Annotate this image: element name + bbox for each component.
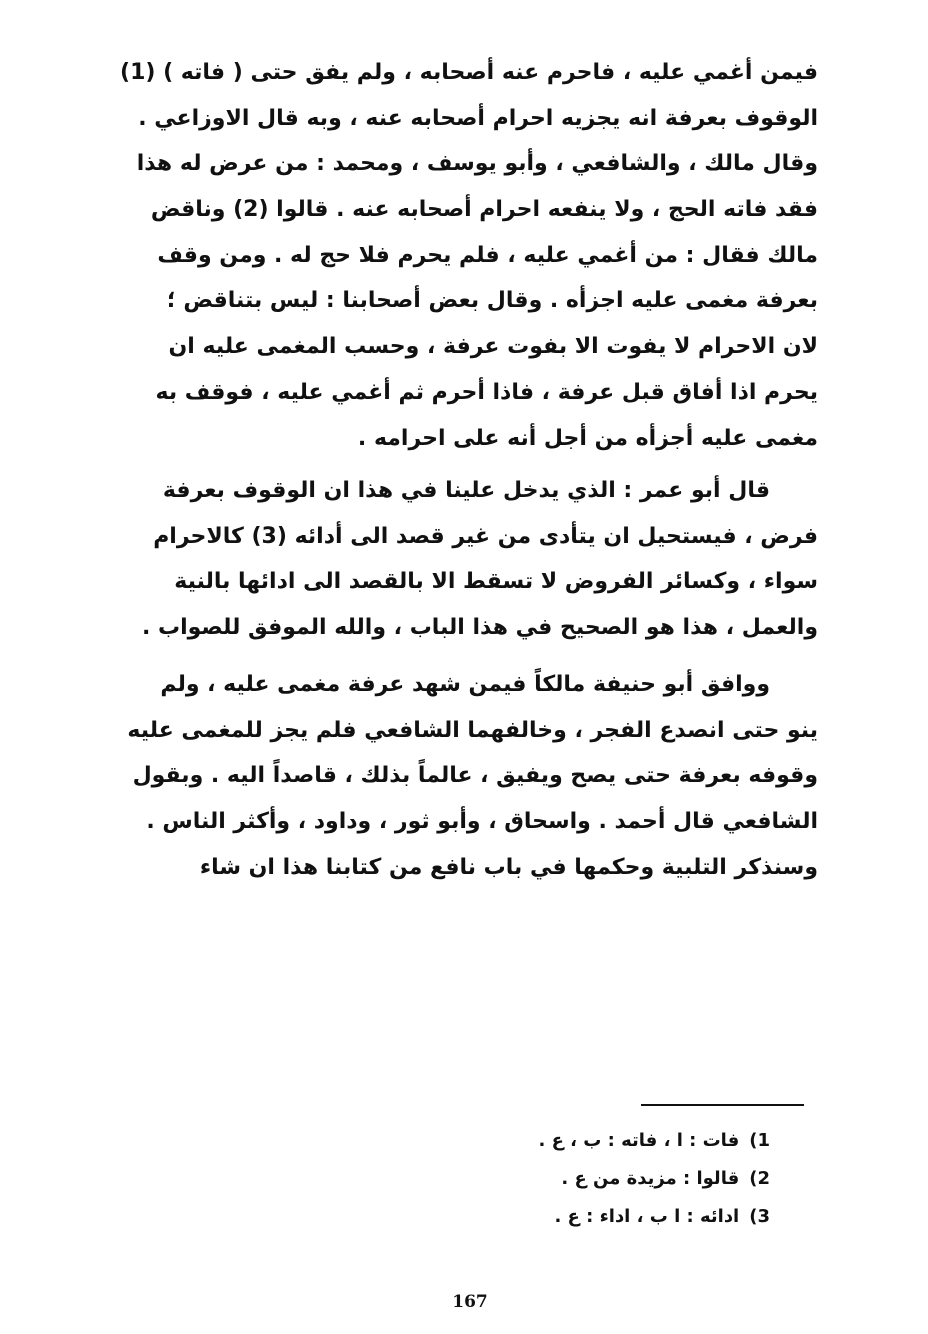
text-line: سواء ، وكسائر الفروض لا تسقط الا بالقصد الى ادائها بالنية bbox=[174, 569, 818, 595]
footnote-2 bbox=[480, 1160, 770, 1198]
footnote-text: قالوا : مزيدة من ع . bbox=[561, 1168, 740, 1189]
text-line: يحرم اذا أفاق قبل عرفة ، فاذا أحرم ثم أغمي عليه ، فوقف به bbox=[155, 379, 818, 405]
text-line: لان الاحرام لا يفوت الا بفوت عرفة ، وحسب المغمى عليه ان bbox=[168, 334, 818, 360]
text-line: مالك فقال : من أغمي عليه ، فلم يحرم فلا حج له . ومن وقف bbox=[157, 242, 818, 268]
footnote-number: 2) bbox=[749, 1168, 770, 1189]
text-line: الشافعي قال أحمد . واسحاق ، وأبو ثور ، وداود ، وأكثر الناس . bbox=[146, 809, 818, 835]
text-line: فرض ، فيستحيل ان يتأدى من غير قصد الى أدائه (3) كالاحرام bbox=[153, 523, 818, 549]
text-line: وقال مالك ، والشافعي ، وأبو يوسف ، ومحمد : من عرض له هذا bbox=[136, 151, 818, 177]
text-line: قال أبو عمر : الذي يدخل علينا في هذا ان الوقوف بعرفة bbox=[162, 478, 770, 503]
text-line: بعرفة مغمى عليه اجزأه . وقال بعض أصحابنا : ليس بتناقض ؛ bbox=[166, 288, 818, 314]
text-line: والعمل ، هذا هو الصحيح في هذا الباب ، والله الموفق للصواب . bbox=[141, 615, 818, 641]
footnote-text: فات : ا ، فاته : ب ، ع . bbox=[538, 1130, 740, 1151]
text-line: فقد فاته الحج ، ولا ينفعه احرام أصحابه عنه . قالوا (2) وناقض bbox=[150, 197, 818, 223]
footnote-text: ادائه : ا ب ، اداء : ع . bbox=[554, 1206, 740, 1227]
paragraph-2 bbox=[141, 468, 818, 651]
text-line: وسنذكر التلبية وحكمها في باب نافع من كتابنا هذا ان شاء bbox=[199, 854, 818, 880]
paragraph-1 bbox=[120, 50, 818, 461]
text-line: الوقوف بعرفة انه يجزيه احرام أصحابه عنه ، وبه قال الاوزاعي . bbox=[138, 105, 818, 131]
footnotes bbox=[480, 1122, 770, 1236]
text-line: ينو حتى انصدع الفجر ، وخالفهما الشافعي فلم يجز للمغمى عليه bbox=[127, 717, 818, 743]
text-line: فيمن أغمي عليه ، فاحرم عنه أصحابه ، ولم يفق حتى ( فاته ) (1) bbox=[120, 60, 818, 85]
text-line: مغمى عليه أجزأه من أجل أنه على احرامه . bbox=[357, 425, 818, 451]
footnote-3 bbox=[480, 1198, 770, 1236]
footnote-1 bbox=[480, 1122, 770, 1160]
footnote-divider bbox=[641, 1104, 804, 1106]
page-number: 167 bbox=[452, 1292, 488, 1312]
footnote-number: 3) bbox=[749, 1206, 770, 1227]
text-line: وقوفه بعرفة حتى يصح ويفيق ، عالماً بذلك ، قاصداً اليه . وبقول bbox=[132, 763, 818, 789]
paragraph-3 bbox=[127, 662, 818, 890]
footnote-number: 1) bbox=[749, 1130, 770, 1151]
text-line: ووافق أبو حنيفة مالكاً فيمن شهد عرفة مغمى عليه ، ولم bbox=[160, 672, 770, 697]
